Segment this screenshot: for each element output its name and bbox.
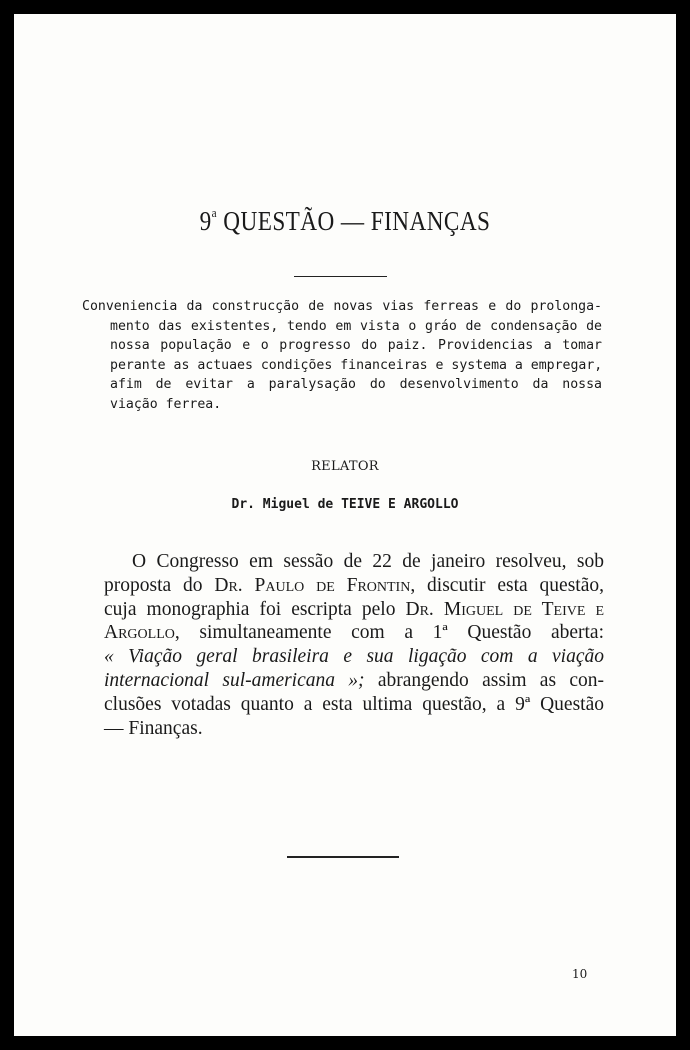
body-line (104, 621, 604, 645)
body-text-run: proposta do (104, 574, 215, 596)
page-number: 10 (572, 967, 588, 981)
document-page (14, 14, 676, 1036)
relator-name: Dr. Miguel de TEIVE E ARGOLLO (231, 497, 459, 512)
body-text-run: , simultaneamente com a 1ª Questão aberta: (174, 622, 604, 644)
person-name: Argollo (104, 622, 175, 644)
summary-line: perante as actuaes condições financeiras e systema a empregar, (110, 357, 603, 373)
body-text-run: cuja monographia foi escripta pelo (104, 598, 406, 620)
body-line: O Congresso em sessão de 22 de janeiro resolveu, sob (132, 551, 604, 572)
body-text-run: internacional sul-americana »; (104, 669, 365, 691)
person-name: Dr. Miguel de Teive e (405, 598, 604, 620)
summary-line: nossa população e o progresso do paiz. Providencias a tomar (110, 338, 602, 354)
title-divider (294, 276, 387, 277)
body-line (104, 669, 604, 693)
body-line: « Viação geral brasileira e sua ligação com a viação (104, 646, 604, 668)
body-text-run: abrangendo assim as con- (364, 669, 604, 691)
body-text-run: , discutir esta questão, (410, 574, 605, 596)
page-title (60, 206, 629, 237)
summary-line: Conveniencia da construcção de novas vias ferreas e do prolonga- (82, 299, 602, 314)
summary-line: afim de evitar a paralysação do desenvolvimento da nossa (110, 377, 602, 393)
section-end-divider (287, 856, 399, 858)
person-name: Dr. Paulo de Frontin (214, 574, 411, 596)
title-ordinal-suffix: a (211, 205, 218, 220)
body-line: clusões votadas quanto a esta ultima questão, a 9ª Questão (104, 693, 604, 715)
summary-line: viação ferrea. (110, 396, 222, 412)
question-summary (82, 297, 602, 415)
body-paragraph (104, 550, 604, 740)
relator-label: RELATOR (311, 459, 379, 474)
body-line: — Finanças. (104, 717, 203, 739)
title-text: QUESTÃO — FINANÇAS (223, 206, 491, 236)
summary-line: mento das existentes, tendo em vista o gráo de condensação de (110, 318, 602, 334)
body-line (104, 598, 604, 622)
title-ordinal: 9 (199, 206, 212, 236)
body-line (104, 574, 604, 598)
